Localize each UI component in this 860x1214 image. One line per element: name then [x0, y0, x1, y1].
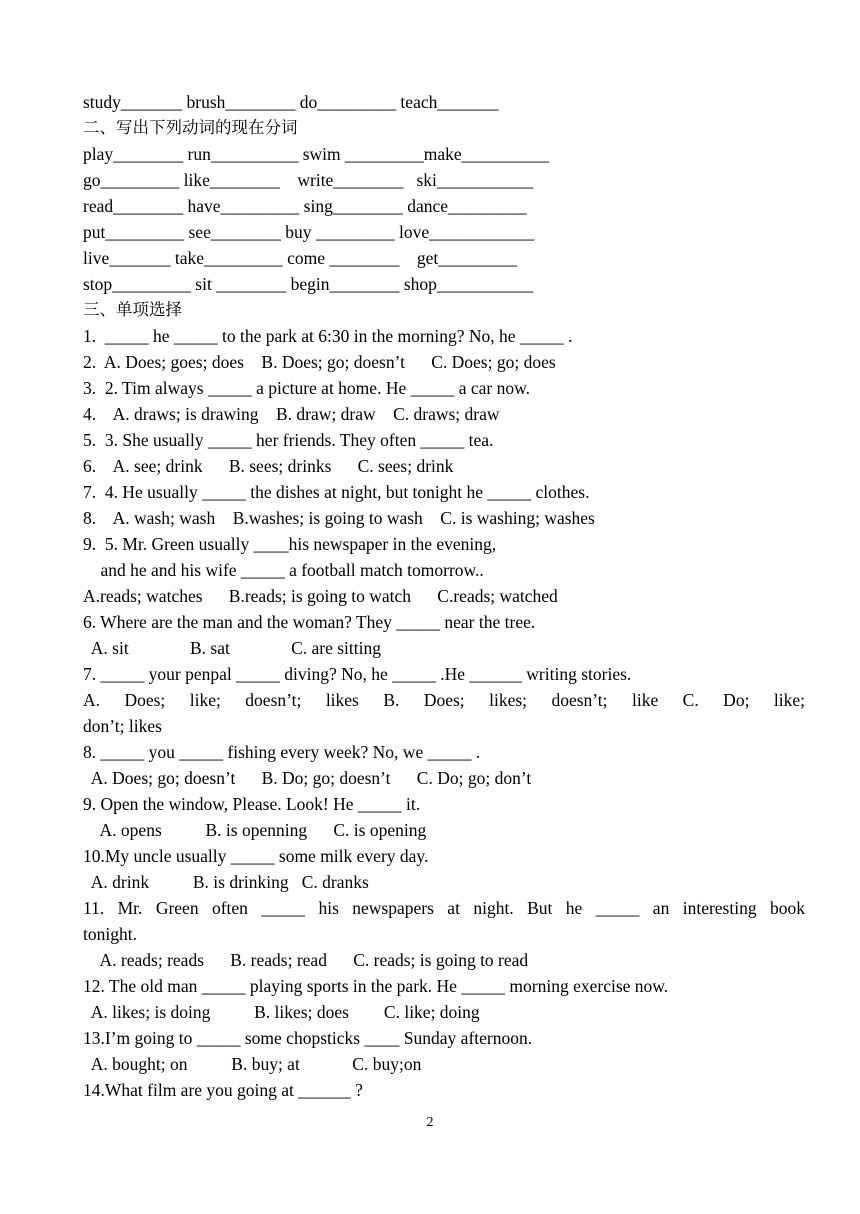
options-line: A. reads; reads B. reads; read C. reads; is going to read [83, 950, 529, 970]
options-line: A. bought; on B. buy; at C. buy;on [83, 1054, 422, 1074]
question-line: 6. Where are the man and the woman? They _____ near the tree. [83, 612, 536, 632]
options-line: 8. A. wash; wash B.washes; is going to wash C. is washing; washes [83, 508, 595, 528]
verb-list-line-6: live_______ take_________ come ________ get_________ [83, 248, 518, 268]
question-line: 9. 5. Mr. Green usually ____his newspaper in the evening, [83, 534, 497, 554]
question-line: 7. 4. He usually _____ the dishes at night, but tonight he _____ clothes. [83, 482, 590, 502]
options-line: 2. A. Does; goes; does B. Does; go; doesn’t C. Does; go; does [83, 352, 556, 372]
question-line: 14.What film are you going at ______ ? [83, 1080, 363, 1100]
options-line: A. opens B. is openning C. is opening [83, 820, 427, 840]
question-line: 11. Mr. Green often _____ his newspapers at night. But he _____ an interesting book [83, 898, 805, 918]
verb-list-line-2: play________ run__________ swim _________make__________ [83, 144, 550, 164]
options-line: 4. A. draws; is drawing B. draw; draw C. draws; draw [83, 404, 500, 424]
verb-list-line-1: study_______ brush________ do_________ teach_______ [83, 92, 499, 112]
verb-list-line-7: stop_________ sit ________ begin________ shop___________ [83, 274, 534, 294]
options-line: A. Does; go; doesn’t B. Do; go; doesn’t C. Do; go; don’t [83, 768, 532, 788]
options-line: A. Does; like; doesn’t; likes B. Does; likes; doesn’t; like C. Do; like; [83, 690, 805, 710]
verb-list-line-4: read________ have_________ sing________ dance_________ [83, 196, 527, 216]
question-line-continued: and he and his wife _____ a football match tomorrow.. [83, 560, 484, 580]
options-line: 6. A. see; drink B. sees; drinks C. sees; drink [83, 456, 454, 476]
question-line: 10.My uncle usually _____ some milk every day. [83, 846, 429, 866]
verb-list-line-5: put_________ see________ buy _________ love____________ [83, 222, 535, 242]
section-heading-multiple-choice: 三、单项选择 [83, 300, 182, 319]
options-line: A. drink B. is drinking C. dranks [83, 872, 369, 892]
verb-list-line-3: go_________ like________ write________ ski___________ [83, 170, 534, 190]
question-line: 7. _____ your penpal _____ diving? No, he _____ .He ______ writing stories. [83, 664, 632, 684]
options-line: A. likes; is doing B. likes; does C. like; doing [83, 1002, 480, 1022]
question-line: 1. _____ he _____ to the park at 6:30 in the morning? No, he _____ . [83, 326, 573, 346]
page-number: 2 [426, 1115, 434, 1130]
section-heading-present-participle: 二、写出下列动词的现在分词 [83, 118, 298, 137]
options-line: A. sit B. sat C. are sitting [83, 638, 381, 658]
question-line-continued: tonight. [83, 924, 137, 944]
options-line-continued: don’t; likes [83, 716, 162, 736]
options-line: A.reads; watches B.reads; is going to watch C.reads; watched [83, 586, 558, 606]
question-line: 13.I’m going to _____ some chopsticks ____ Sunday afternoon. [83, 1028, 533, 1048]
question-line: 5. 3. She usually _____ her friends. They often _____ tea. [83, 430, 494, 450]
question-line: 8. _____ you _____ fishing every week? No, we _____ . [83, 742, 481, 762]
question-line: 12. The old man _____ playing sports in the park. He _____ morning exercise now. [83, 976, 669, 996]
question-line: 9. Open the window, Please. Look! He _____ it. [83, 794, 421, 814]
question-line: 3. 2. Tim always _____ a picture at home. He _____ a car now. [83, 378, 530, 398]
